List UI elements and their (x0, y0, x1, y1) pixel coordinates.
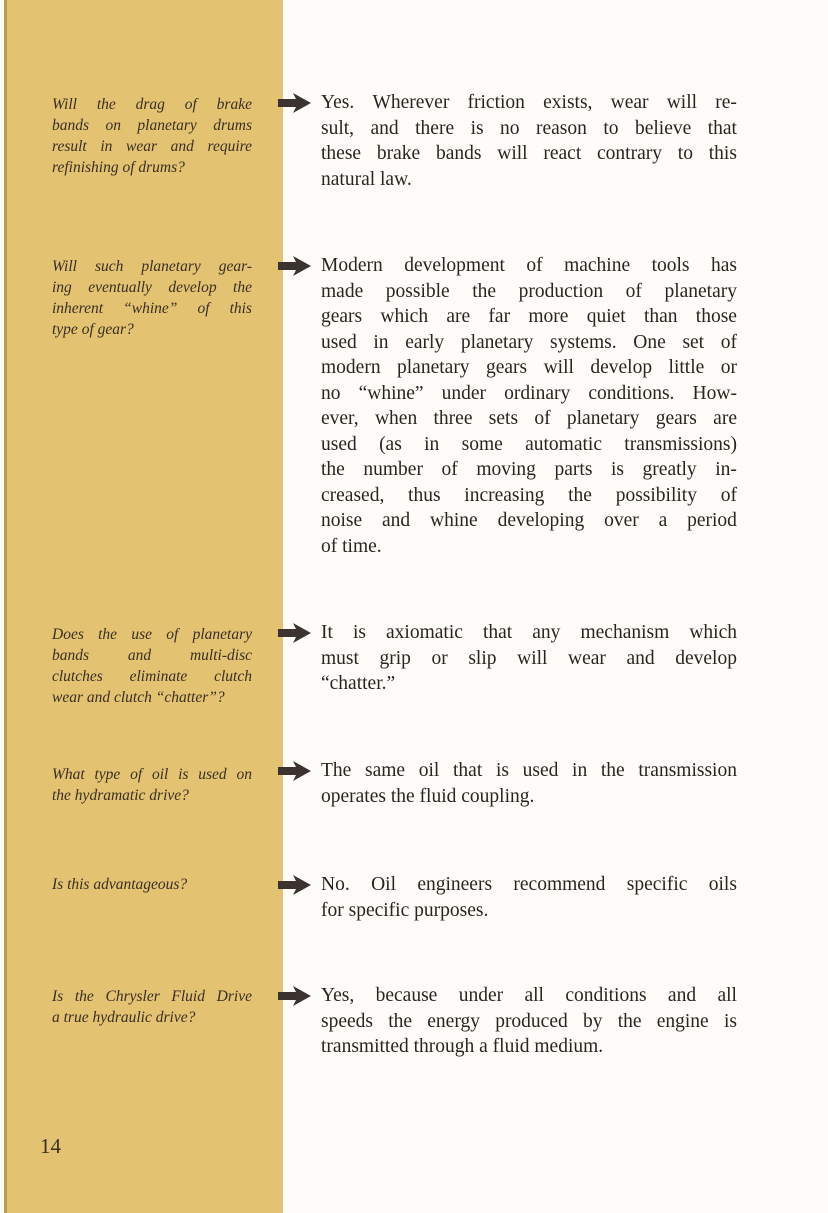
question-line: clutches eliminate clutch (52, 668, 252, 685)
answer-line: noise and whine developing over a period (321, 510, 737, 531)
answer-line: used in early planetary systems. One set of (321, 331, 737, 353)
answer-line: creased, thus increasing the possibility of (321, 484, 737, 506)
question-line: result in wear and require (52, 138, 252, 155)
answer-text (321, 620, 737, 697)
arrow-right-icon (276, 255, 312, 277)
answer-text (321, 90, 737, 192)
question-text (52, 764, 252, 806)
arrow-right-icon (276, 874, 312, 896)
answer-text (321, 872, 737, 923)
question-line: bands and multi-disc (52, 647, 252, 664)
question-line: the hydramatic drive? (52, 787, 189, 804)
question-line: Will such planetary gear- (52, 258, 252, 275)
question-text (52, 256, 252, 340)
answer-line: these brake bands will react contrary to this (321, 143, 737, 164)
arrow-right-icon (276, 622, 312, 644)
answer-line: made possible the production of planetary (321, 280, 737, 302)
question-text (52, 986, 252, 1028)
question-line: wear and clutch “chatter”? (52, 689, 225, 706)
answer-line: operates the fluid coupling. (321, 785, 535, 807)
question-line: inherent “whine” of this (52, 300, 252, 317)
answer-line: Yes. Wherever friction exists, wear will re- (321, 92, 737, 113)
answer-line: used (as in some automatic transmissions) (321, 433, 737, 455)
question-line: ing eventually develop the (52, 279, 252, 296)
question-line: refinishing of drums? (52, 159, 185, 176)
page-number: 14 (40, 1134, 61, 1158)
arrow-right-icon (276, 760, 312, 782)
question-line: What type of oil is used on (52, 766, 252, 783)
answer-line: Yes, because under all conditions and all (321, 985, 737, 1006)
answer-line: “chatter.” (321, 673, 396, 694)
arrow-right-icon (276, 985, 312, 1007)
answer-text (321, 758, 737, 809)
question-text (52, 874, 252, 895)
answer-line: the number of moving parts is greatly in- (321, 459, 737, 480)
answer-line: gears which are far more quiet than those (321, 306, 737, 327)
question-line: type of gear? (52, 321, 134, 338)
arrow-right-icon (276, 92, 312, 114)
answer-line: transmitted through a fluid medium. (321, 1036, 604, 1057)
question-line: bands on planetary drums (52, 117, 252, 134)
question-line: Is this advantageous? (52, 876, 188, 893)
question-column-band (4, 0, 283, 1213)
question-line: Does the use of planetary (52, 626, 252, 643)
answer-text (321, 983, 737, 1060)
answer-line: ever, when three sets of planetary gears are (321, 408, 737, 429)
question-line: Is the Chrysler Fluid Drive (52, 988, 252, 1005)
answer-line: It is axiomatic that any mechanism which (321, 622, 737, 643)
answer-line: The same oil that is used in the transmission (321, 760, 737, 781)
answer-line: natural law. (321, 168, 412, 190)
answer-line: Modern development of machine tools has (321, 255, 737, 276)
answer-line: No. Oil engineers recommend specific oils (321, 874, 737, 895)
question-line: Will the drag of brake (52, 96, 252, 113)
answer-line: speeds the energy produced by the engine is (321, 1010, 737, 1032)
answer-line: must grip or slip will wear and develop (321, 647, 737, 669)
answer-line: sult, and there is no reason to believe that (321, 117, 737, 139)
question-text (52, 94, 252, 178)
question-line: a true hydraulic drive? (52, 1009, 196, 1026)
answer-line: modern planetary gears will develop little or (321, 357, 737, 378)
answer-line: for specific purposes. (321, 899, 489, 921)
answer-text (321, 253, 737, 559)
question-text (52, 624, 252, 708)
answer-line: of time. (321, 535, 382, 557)
answer-line: no “whine” under ordinary conditions. How- (321, 382, 737, 404)
